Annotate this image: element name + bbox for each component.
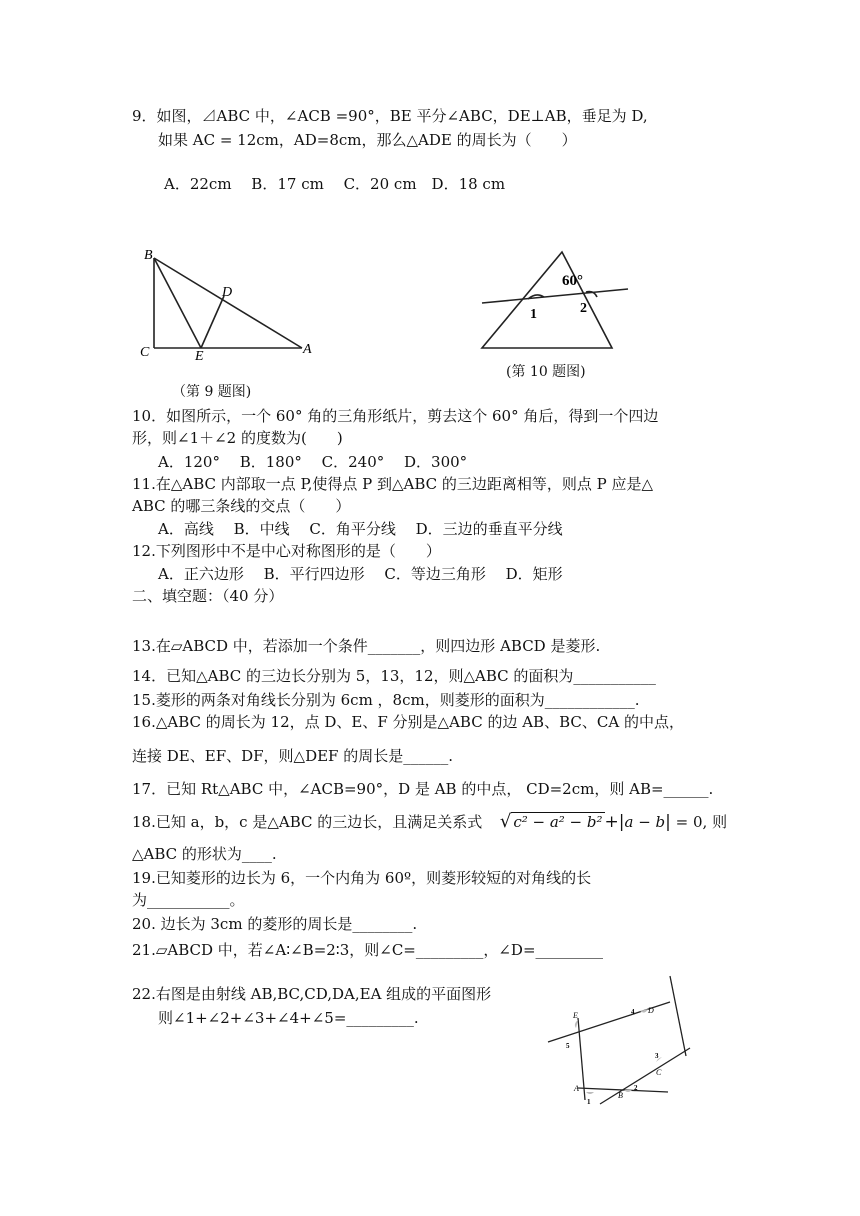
fig22-angle-4: 4: [631, 1008, 635, 1016]
q11-options: A．高线 B．中线 C．角平分线 D．三边的垂直平分线: [158, 520, 563, 538]
q18-radical-expression: √ c² − a² − b²: [499, 811, 603, 832]
q18-prefix: 18.已知 a，b，c 是△ABC 的三边长，且满足关系式: [132, 813, 483, 831]
q22-line1: 22.右图是由射线 AB,BC,CD,DA,EA 组成的平面图形: [132, 985, 492, 1003]
q11-line1: 11.在△ABC 内部取一点 P,使得点 P 到△ABC 的三边距离相等，则点 P 应是△: [132, 475, 654, 493]
fig10-label-1: 1: [530, 307, 537, 322]
q18-absolute-value: |a − b|: [618, 812, 671, 832]
q10-line1: 10．如图所示，一个 60° 角的三角形纸片，剪去这个 60° 角后，得到一个四边: [132, 407, 659, 425]
q9-line1: 9．如图，⊿ABC 中，∠ACB =90°，BE 平分∠ABC，DE⊥AB，垂足为 D,: [132, 107, 648, 125]
q18-suffix: = 0, 则: [675, 813, 728, 831]
q22-line2: 则∠1+∠2+∠3+∠4+∠5=_________.: [158, 1009, 419, 1027]
q11-line2: ABC 的哪三条线的交点（ ）: [132, 497, 351, 515]
fig22-angle-2: 2: [634, 1084, 638, 1092]
fig10-caption: (第 10 题图): [506, 364, 586, 380]
q17: 17．已知 Rt△ABC 中，∠ACB=90°，D 是 AB 的中点， CD=2cm，则 AB=______.: [132, 780, 714, 798]
fig22-angle-3: 3: [655, 1052, 659, 1060]
fig22-angle-5: 5: [566, 1042, 570, 1050]
q19-line1: 19.已知菱形的边长为 6，一个内角为 60º，则菱形较短的对角线的长: [132, 869, 592, 887]
figure-22: [540, 974, 700, 1114]
fig9-label-a: A: [303, 342, 312, 357]
fig10-label-2: 2: [580, 301, 587, 316]
q16-line1: 16.△ABC 的周长为 12，点 D、E、F 分别是△ABC 的边 AB、BC、CA 的中点，: [132, 713, 684, 731]
fig22-label-c: C: [656, 1068, 662, 1077]
fig9-label-b: B: [144, 248, 153, 263]
fig22-label-b: B: [618, 1091, 623, 1100]
q18-line1: 18.已知 a，b，c 是△ABC 的三边长，且满足关系式 √ c² − a² − b² +|a − b| = 0, 则: [132, 811, 728, 832]
q18-line2: △ABC 的形状为____.: [132, 845, 277, 863]
q12-line1: 12.下列图形中不是中心对称图形的是（ ）: [132, 542, 441, 560]
fig22-label-e: E: [573, 1011, 578, 1020]
fig9-caption: （第 9 题图): [172, 384, 252, 400]
q14: 14．已知△ABC 的三边长分别为 5，13，12，则△ABC 的面积为___________: [132, 667, 656, 685]
q10-line2: 形，则∠1＋∠2 的度数为( ): [132, 429, 343, 447]
fig22-label-a: A: [574, 1084, 579, 1093]
fig9-label-d: D: [222, 285, 233, 300]
fig22-angle-1: 1: [587, 1098, 591, 1106]
figure-9: [130, 240, 330, 365]
figure-10: [476, 246, 636, 356]
fig9-label-e: E: [195, 349, 204, 364]
q18-radicand: c² − a² − b²: [513, 813, 603, 831]
fig10-angle-label: 60°: [562, 273, 583, 289]
q15: 15.菱形的两条对角线长分别为 6cm ，8cm，则菱形的面积为____________.: [132, 691, 640, 709]
q16-line2: 连接 DE、EF、DF，则△DEF 的周长是______.: [132, 747, 453, 765]
q12-options: A．正六边形 B．平行四边形 C．等边三角形 D．矩形: [158, 565, 563, 583]
fig22-label-d: D: [648, 1006, 654, 1015]
section-2-heading: 二、填空题：（40 分）: [132, 587, 284, 605]
fig9-label-c: C: [140, 345, 150, 360]
q10-options: A．120° B．180° C．240° D．300°: [158, 453, 468, 471]
q9-line2: 如果 AC = 12cm，AD=8cm，那么△ADE 的周长为（ ）: [158, 131, 577, 149]
q13: 13.在▱ABCD 中，若添加一个条件_______，则四边形 ABCD 是菱形.: [132, 637, 601, 655]
q21: 21.▱ABCD 中，若∠A∶∠B=2∶3，则∠C=_________，∠D=_________: [132, 941, 604, 959]
q20: 20. 边长为 3cm 的菱形的周长是________.: [132, 915, 418, 933]
q9-options: A．22cm B．17 cm C．20 cm D．18 cm: [164, 175, 506, 193]
q19-line2: 为___________。: [132, 891, 245, 909]
